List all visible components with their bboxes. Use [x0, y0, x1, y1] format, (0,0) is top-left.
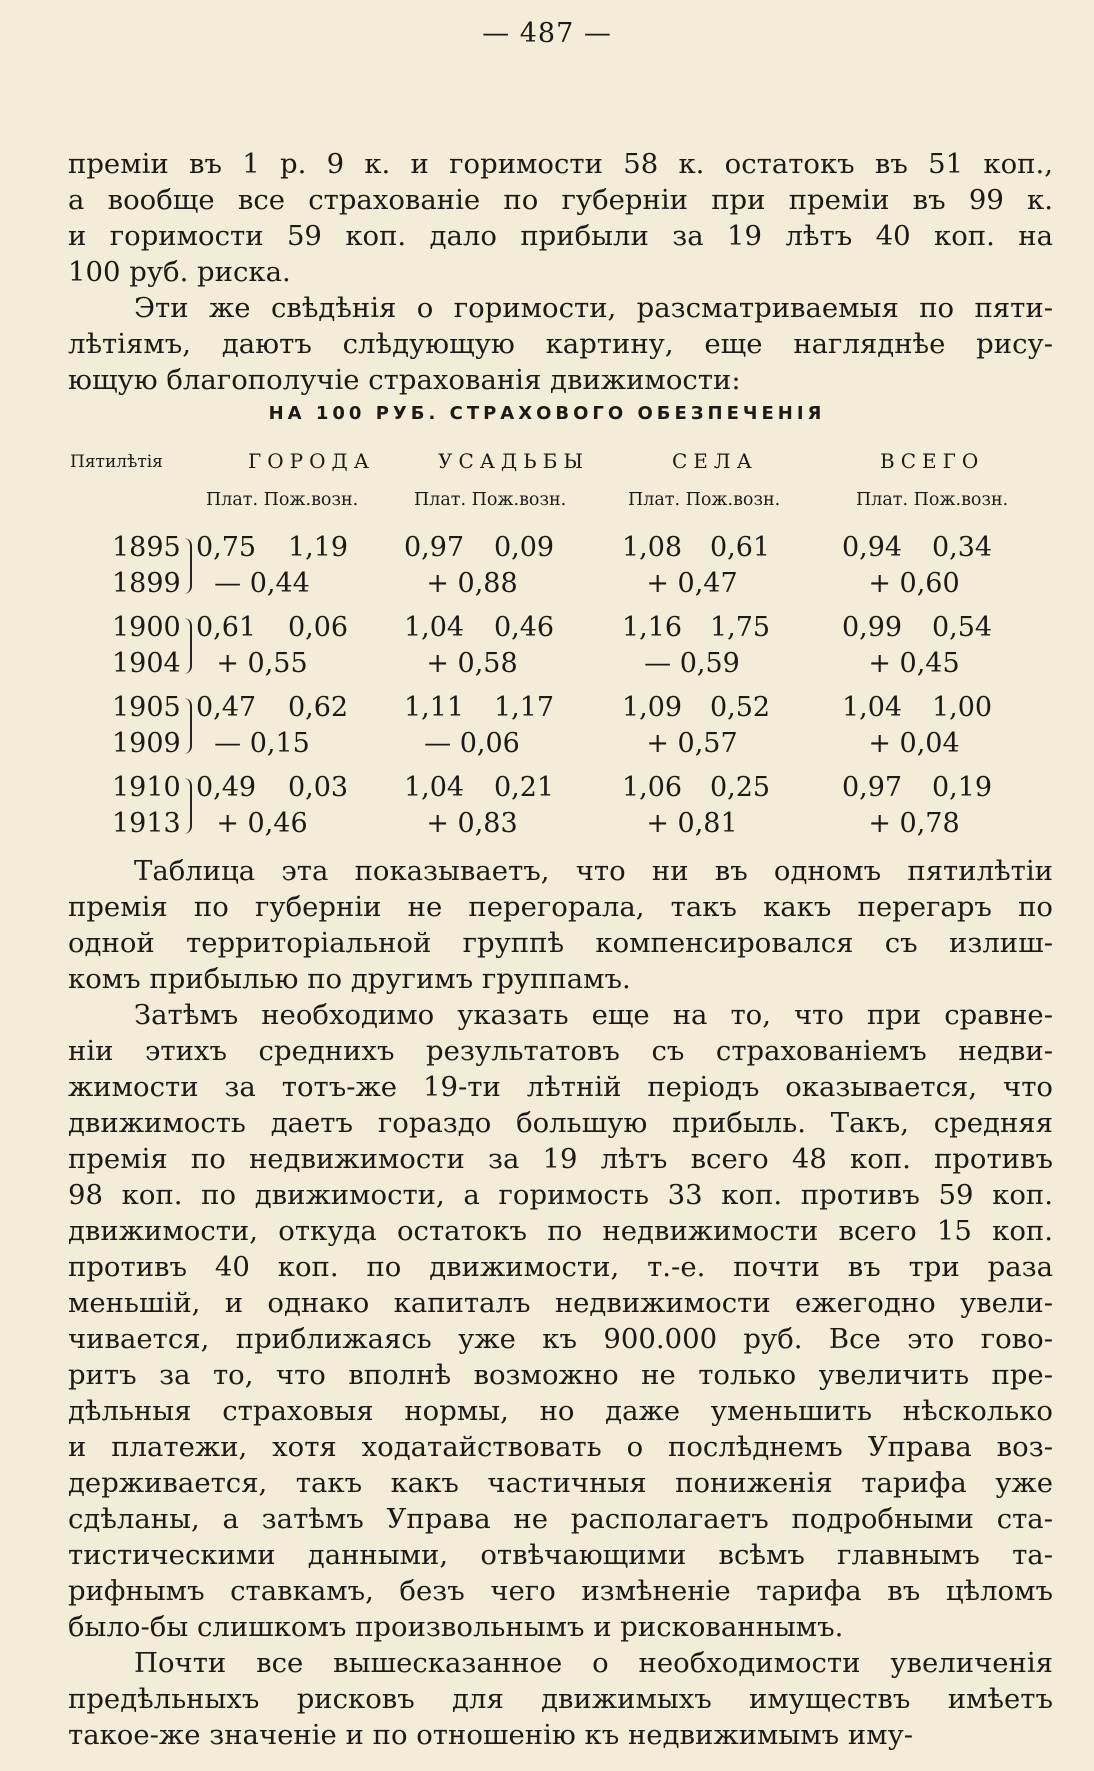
- period-start-year: 1900: [112, 612, 181, 643]
- period-start-year: 1905: [112, 692, 181, 723]
- text-line: и платежи, хотя ходатайствовать о послѣднемъ Управа воз-: [68, 1431, 1053, 1463]
- col-header-goroda: ГОРОДА: [248, 449, 375, 473]
- table-value: 1,04: [841, 692, 903, 723]
- table-value: 0,19: [931, 772, 993, 803]
- period-end-year: 1899: [112, 568, 181, 599]
- table-difference: + 0,57: [646, 728, 738, 759]
- paragraph-5: [68, 1645, 1053, 1753]
- page-number: — 487 —: [482, 18, 612, 49]
- table-value: 1,17: [493, 692, 555, 723]
- period-brace: [182, 778, 192, 834]
- text-line: было-бы слишкомъ произвольнымъ и рискованнымъ.: [68, 1611, 844, 1643]
- period-end-year: 1913: [112, 808, 181, 839]
- table-value: 0,09: [493, 532, 555, 563]
- table-difference: + 0,58: [426, 648, 518, 679]
- col-header-sela: СЕЛА: [672, 449, 758, 473]
- col-header-usadby: УСАДЬБЫ: [438, 449, 590, 473]
- period-start-year: 1895: [112, 532, 181, 563]
- table-difference: + 0,55: [216, 648, 308, 679]
- text-line: преміи въ 1 р. 9 к. и горимости 58 к. остатокъ въ 51 коп.,: [68, 148, 1053, 180]
- text-line: ющую благополучіе страхованія движимости:: [68, 364, 741, 396]
- text-line: комъ прибылью по другимъ группамъ.: [68, 963, 631, 995]
- table-value: 0,61: [709, 532, 771, 563]
- subheader-usadby: Плат. Пож.возн.: [414, 490, 567, 510]
- text-line: ритъ за то, что вполнѣ возможно не только увеличить пре-: [68, 1359, 1053, 1391]
- text-line: тистическими данными, отвѣчающими всѣмъ главнымъ та-: [68, 1539, 1053, 1571]
- table-value: 0,62: [287, 692, 349, 723]
- text-line: чивается, приближаясь уже къ 900.000 руб. Все это гово-: [68, 1323, 1053, 1355]
- text-line: предѣльныхъ рисковъ для движимыхъ имуществъ имѣетъ: [68, 1683, 1053, 1715]
- table-value: 0,25: [709, 772, 771, 803]
- period-brace: [182, 698, 192, 754]
- table-value: 1,00: [931, 692, 993, 723]
- table-value: 0,52: [709, 692, 771, 723]
- paragraph-2: [68, 290, 1053, 398]
- text-line: лѣтіямъ, даютъ слѣдующую картину, еще нагляднѣе рису-: [68, 328, 1053, 360]
- table-value: 0,99: [841, 612, 903, 643]
- text-line: движимость даетъ гораздо большую прибыль. Такъ, средняя: [68, 1107, 1053, 1139]
- text-line: ніи этихъ среднихъ результатовъ съ страхованіемъ недви-: [68, 1035, 1053, 1067]
- table-value: 1,04: [403, 612, 465, 643]
- period-brace: [182, 538, 192, 594]
- table-value: 0,06: [287, 612, 349, 643]
- table-value: 0,94: [841, 532, 903, 563]
- table-caption: НА 100 РУБ. СТРАХОВОГО ОБЕЗПЕЧЕНІЯ: [268, 403, 826, 424]
- text-line: премія по губерніи не перегорала, такъ какъ перегаръ по: [68, 891, 1053, 923]
- table-difference: + 0,45: [868, 648, 960, 679]
- table-value: 0,46: [493, 612, 555, 643]
- table-value: 0,21: [493, 772, 555, 803]
- table-difference: + 0,88: [426, 568, 518, 599]
- text-line: дѣльныя страховыя нормы, но даже уменьшить нѣсколько: [68, 1395, 1053, 1427]
- table-value: 0,03: [287, 772, 349, 803]
- text-line: такое-же значеніе и по отношенію къ недвижимымъ иму-: [68, 1719, 914, 1751]
- table-difference: + 0,04: [868, 728, 960, 759]
- text-line: и горимости 59 коп. дало прибыли за 19 лѣтъ 40 коп. на: [68, 220, 1053, 252]
- table-difference: + 0,60: [868, 568, 960, 599]
- text-line: противъ 40 коп. по движимости, т.-е. почти въ три раза: [68, 1251, 1053, 1283]
- table-value: 0,97: [841, 772, 903, 803]
- text-line: а вообще все страхованіе по губерніи при преміи въ 99 к.: [68, 184, 1053, 216]
- table-value: 1,75: [709, 612, 771, 643]
- table-difference: + 0,46: [216, 808, 308, 839]
- table-value: 1,04: [403, 772, 465, 803]
- table-value: 0,34: [931, 532, 993, 563]
- period-end-year: 1909: [112, 728, 181, 759]
- col-header-vsego: ВСЕГО: [880, 449, 985, 473]
- period-end-year: 1904: [112, 648, 181, 679]
- table-difference: + 0,78: [868, 808, 960, 839]
- text-line: 100 руб. риска.: [68, 256, 291, 288]
- table-difference: — 0,15: [214, 728, 310, 759]
- subheader-goroda: Плат. Пож.возн.: [206, 490, 359, 510]
- table-value: 1,06: [621, 772, 683, 803]
- text-line: Почти все вышесказанное о необходимости увеличенія: [134, 1647, 1053, 1679]
- text-line: жимости за тотъ-же 19-ти лѣтній періодъ оказывается, что: [68, 1071, 1053, 1103]
- text-line: одной территоріальной группѣ компенсировался съ излиш-: [68, 927, 1053, 959]
- period-start-year: 1910: [112, 772, 181, 803]
- table-value: 1,16: [621, 612, 683, 643]
- text-line: премія по недвижимости за 19 лѣтъ всего 48 коп. противъ: [68, 1143, 1053, 1175]
- table-value: 0,97: [403, 532, 465, 563]
- subheader-vsego: Плат. Пож.возн.: [856, 490, 1009, 510]
- text-line: меньшій, и однако капиталъ недвижимости ежегодно увели-: [68, 1287, 1053, 1319]
- table-value: 0,61: [195, 612, 257, 643]
- subheader-sela: Плат. Пож.возн.: [628, 490, 781, 510]
- table-value: 0,75: [195, 532, 257, 563]
- text-line: 98 коп. по движимости, а горимость 33 коп. противъ 59 коп.: [68, 1179, 1053, 1211]
- table-value: 0,54: [931, 612, 993, 643]
- table-value: 1,11: [403, 692, 465, 723]
- table-difference: — 0,59: [644, 648, 740, 679]
- col-period-header: Пятилѣтія: [70, 452, 163, 472]
- table-difference: + 0,47: [646, 568, 738, 599]
- table-value: 1,19: [287, 532, 349, 563]
- text-line: рифнымъ ставкамъ, безъ чего измѣненіе тарифа въ цѣломъ: [68, 1575, 1053, 1607]
- period-brace: [182, 618, 192, 674]
- paragraph-3: [68, 853, 1053, 997]
- text-line: сдѣланы, а затѣмъ Управа не располагаетъ подробными ста-: [68, 1503, 1053, 1535]
- table-value: 0,49: [195, 772, 257, 803]
- paragraph-4: [68, 997, 1053, 1645]
- table-difference: + 0,81: [646, 808, 738, 839]
- paragraph-1: [68, 146, 1053, 290]
- table-difference: — 0,44: [214, 568, 310, 599]
- table-value: 1,08: [621, 532, 683, 563]
- table-difference: — 0,06: [424, 728, 520, 759]
- text-line: держивается, такъ какъ частичныя пониженія тарифа уже: [68, 1467, 1053, 1499]
- table-value: 0,47: [195, 692, 257, 723]
- text-line: Затѣмъ необходимо указать еще на то, что при сравне-: [134, 999, 1053, 1031]
- text-line: движимости, откуда остатокъ по недвижимости всего 15 коп.: [68, 1215, 1053, 1247]
- text-line: Эти же свѣдѣнія о горимости, разсматриваемыя по пяти-: [134, 292, 1053, 324]
- table-value: 1,09: [621, 692, 683, 723]
- table-difference: + 0,83: [426, 808, 518, 839]
- text-line: Таблица эта показываетъ, что ни въ одномъ пятилѣтіи: [134, 855, 1053, 887]
